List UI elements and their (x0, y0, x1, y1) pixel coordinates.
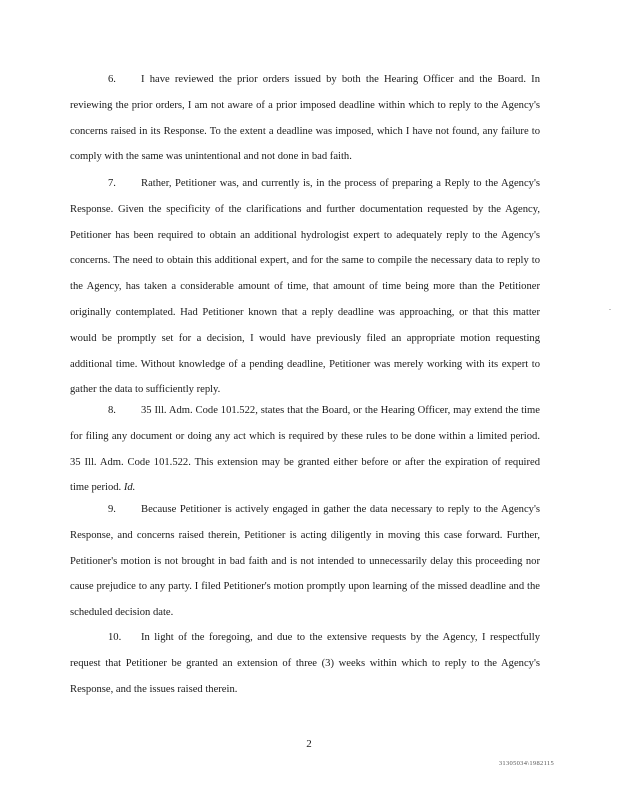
footer-document-code: 31305034\1982115 (498, 760, 554, 767)
paragraph-text: Rather, Petitioner was, and currently is, in the process of preparing a Reply to the Agency's Response. Given the specificity of the clarifications and further documentation requested by the Agency, Petitioner has been required to obtain an additional hydrologist expert to adequately reply to the Agency's concerns. The need to obtain this additional expert, and for the same to compile the necessary data to reply to the Agency, has taken a considerable amount of time, that amount of time being more than the Petitioner originally contemplated. Had Petitioner known that a reply deadline was approaching, or that this matter would be promptly set for a decision, I would have previously filed an appropriate motion requesting additional time. Without knowledge of a pending deadline, Petitioner was merely working with its expert to gather the data to sufficiently reply. (70, 178, 540, 396)
paragraph-8 (70, 398, 540, 501)
paragraph-text: 35 Ill. Adm. Code 101.522, states that the Board, or the Hearing Officer, may extend the time for filing any document or doing any act which is required by these rules to be done within a limited period. 35 Ill. Adm. Code 101.522. This extension may be granted either before or after the expiration of required time period. (70, 405, 540, 494)
paragraph-7 (70, 171, 540, 403)
paragraph-6 (70, 67, 540, 170)
paragraph-number: 9. (108, 504, 116, 515)
paragraph-9 (70, 497, 540, 626)
paragraph-number: 7. (108, 178, 116, 189)
paragraph-number: 8. (108, 405, 116, 416)
paragraph-text: I have reviewed the prior orders issued by both the Hearing Officer and the Board. In reviewing the prior orders, I am not aware of a prior imposed deadline within which to reply to the Agency's concerns raised in its Response. To the extent a deadline was imposed, which I have not found, any failure to comply with the same was unintentional and not done in bad faith. (70, 74, 540, 163)
paragraph-text: Because Petitioner is actively engaged in gather the data necessary to reply to the Agency's Response, and concerns raised therein, Petitioner is acting diligently in moving this case forward. Further, Petitioner's motion is not brought in bad faith and is not intended to unnecessarily delay this proceeding nor cause prejudice to any party. I filed Petitioner's motion promptly upon learning of the missed deadline and the scheduled decision date. (70, 504, 540, 619)
paragraph-10 (70, 625, 540, 702)
paragraph-text: In light of the foregoing, and due to the extensive requests by the Agency, I respectfully request that Petitioner be granted an extension of three (3) weeks within which to reply to the Agency's Response, and the issues raised therein. (70, 632, 540, 695)
page-number: 2 (306, 738, 312, 750)
citation: Id. (123, 482, 136, 494)
paragraph-number: 10. (108, 632, 122, 643)
margin-mark: . (609, 303, 611, 312)
paragraph-number: 6. (108, 74, 116, 85)
